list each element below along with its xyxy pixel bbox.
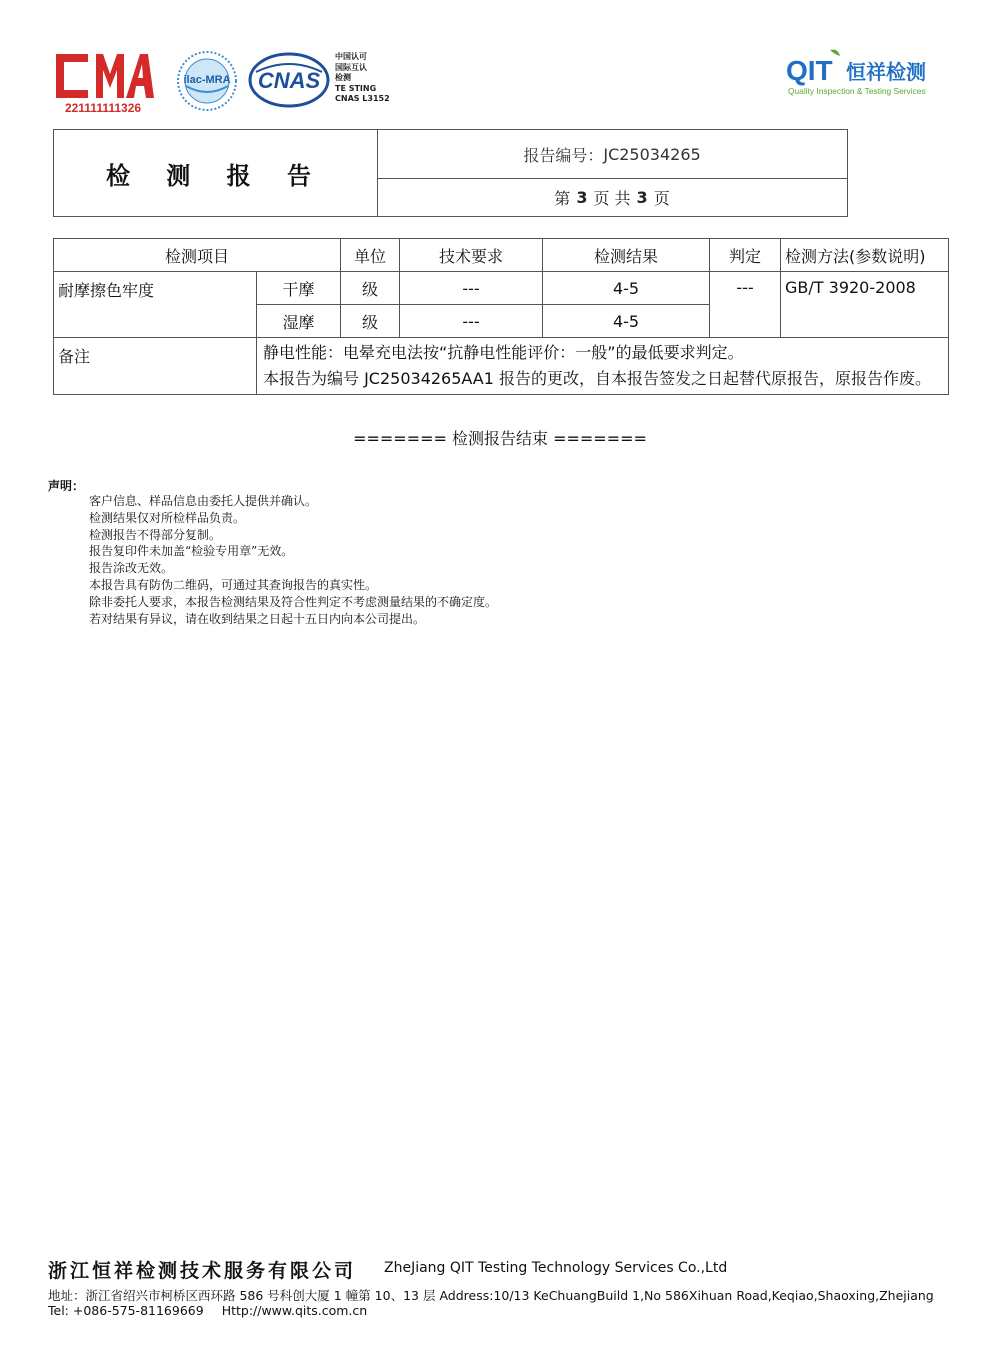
cnas-logo — [248, 52, 330, 108]
header-result: 检测结果 — [543, 239, 710, 272]
cnas-caption-line: 国际互认 — [335, 62, 367, 72]
qit-cn-name: 恒祥检测 — [846, 60, 926, 84]
notes-row — [54, 338, 949, 395]
result-cell: 4-5 — [543, 305, 710, 338]
page-suffix: 页 — [653, 188, 670, 208]
footer-company-en: ZheJiang QIT Testing Technology Services Co.,Ltd — [384, 1260, 728, 1276]
cnas-caption — [335, 52, 390, 105]
report-title: 检 测 报 告 — [54, 130, 378, 216]
unit-cell: 级 — [341, 305, 400, 338]
cnas-caption-line: 检测 — [335, 73, 351, 82]
cnas-caption-line: TE STING — [335, 83, 377, 93]
statement-item: 检测报告不得部分复制。 — [89, 527, 222, 542]
judgement-cell: --- — [710, 272, 781, 338]
qit-brand: QIT — [786, 55, 833, 86]
statement-item: 本报告具有防伪二维码，可通过其查询报告的真实性。 — [89, 577, 378, 592]
header-item: 检测项目 — [54, 239, 341, 272]
qit-logo — [786, 48, 946, 98]
page-current: 3 — [576, 187, 588, 207]
footer-website: Http://www.qits.com.cn — [221, 1303, 368, 1318]
cma-logo — [48, 44, 158, 116]
item-name: 耐摩擦色牢度 — [54, 272, 257, 338]
statement-item: 报告涂改无效。 — [89, 561, 174, 576]
table-header-row — [54, 239, 949, 272]
statement-item: 若对结果有异议，请在收到结果之日起十五日内向本公司提出。 — [89, 611, 426, 626]
notes-cell — [257, 338, 949, 395]
footer-contact — [48, 1303, 381, 1318]
report-number-row — [377, 130, 847, 179]
header-unit: 单位 — [341, 239, 400, 272]
note-line: 静电性能：电晕充电法按“抗静电性能评价：一般”的最低要求判定。 — [263, 343, 744, 362]
note-line: 本报告为编号 JC25034265AA1 报告的更改，自本报告签发之日起替代原报告，原报告作废。 — [263, 369, 932, 388]
report-end-line: ======= 检测报告结束 ======= — [353, 429, 647, 448]
cnas-caption-line: 中国认可 — [335, 52, 367, 61]
cnas-text: CNAS — [257, 68, 321, 93]
requirement-cell: --- — [400, 272, 543, 305]
cnas-caption-line: CNAS L3152 — [335, 94, 390, 103]
page-prefix: 第 — [554, 188, 571, 208]
requirement-cell: --- — [400, 305, 543, 338]
report-number: JC25034265 — [603, 144, 701, 164]
page-mid: 页 共 — [593, 188, 631, 208]
page-total: 3 — [636, 187, 648, 207]
statement-item: 客户信息、样品信息由委托人提供并确认。 — [89, 494, 318, 508]
footer-company-cn: 浙江恒祥检测技术服务有限公司 — [48, 1260, 357, 1282]
table-row — [54, 272, 949, 305]
ilac-mra-logo — [172, 50, 242, 112]
page-indicator — [377, 178, 847, 216]
method-cell: GB/T 3920-2008 — [781, 272, 949, 338]
ilac-text: ilac-MRA — [183, 74, 231, 86]
notes-label: 备注 — [54, 338, 257, 395]
statement-item: 除非委托人要求，本报告检测结果及符合性判定不考虑测量结果的不确定度。 — [89, 594, 498, 609]
footer-address: 地址：浙江省绍兴市柯桥区西环路 586 号科创大厦 1 幢第 10、13 层 Address:10/13 KeChuangBuild 1,No 586Xihuan Road,Keqiao,Shaoxing,Zhejiang — [48, 1288, 934, 1303]
qit-tagline: Quality Inspection & Testing Services — [788, 86, 926, 96]
cma-number: 221111111326 — [64, 101, 142, 115]
statement-title: 声明： — [48, 479, 85, 493]
sub-item: 干摩 — [257, 272, 341, 305]
statement-list — [89, 493, 497, 627]
statement-item: 检测结果仅对所检样品负责。 — [89, 510, 246, 525]
report-title-box — [53, 129, 848, 217]
header-method: 检测方法(参数说明) — [781, 239, 949, 272]
footer-tel: Tel: +086-575-81169669 — [48, 1303, 204, 1318]
header-judgement: 判定 — [710, 239, 781, 272]
report-number-label: 报告编号： — [523, 145, 604, 165]
results-table — [53, 238, 949, 395]
result-cell: 4-5 — [543, 272, 710, 305]
statement-item: 报告复印件未加盖“检验专用章”无效。 — [89, 544, 294, 559]
unit-cell: 级 — [341, 272, 400, 305]
sub-item: 湿摩 — [257, 305, 341, 338]
header-requirement: 技术要求 — [400, 239, 543, 272]
